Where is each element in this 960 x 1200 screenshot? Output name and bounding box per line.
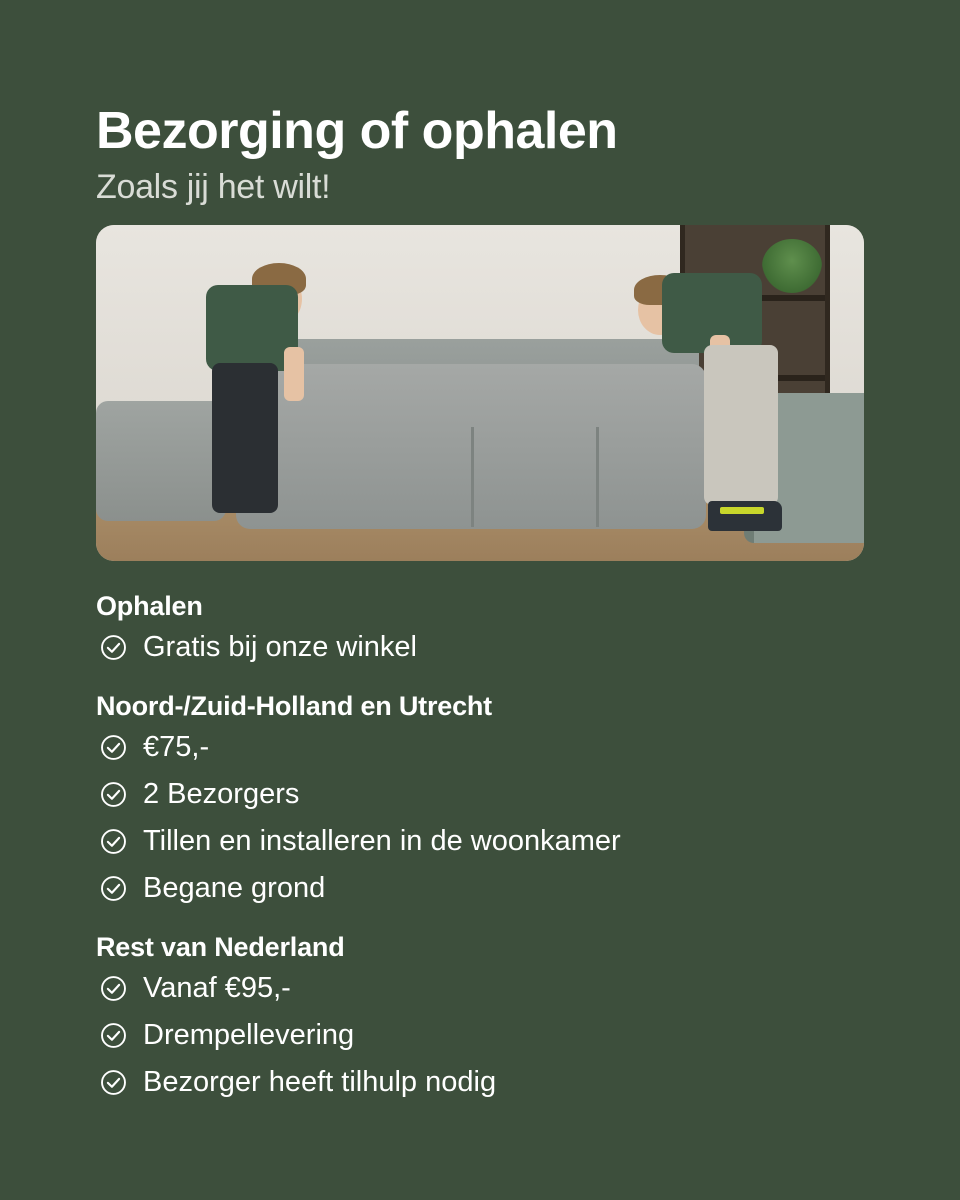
- person-left: [206, 251, 346, 531]
- list-item-label: Vanaf €95,-: [143, 972, 291, 1005]
- list-item: [96, 865, 864, 912]
- page-title: Bezorging of ophalen: [96, 102, 618, 160]
- check-circle-icon: [100, 1022, 127, 1049]
- list-item: [96, 1012, 864, 1059]
- page-subtitle: Zoals jij het wilt!: [96, 167, 331, 206]
- list-item-label: Bezorger heeft tilhulp nodig: [143, 1066, 497, 1099]
- list-item-label: 2 Bezorgers: [143, 778, 300, 811]
- list-item: [96, 771, 864, 818]
- check-circle-icon: [100, 828, 127, 855]
- list-item-label: Tillen en installeren in de woonkamer: [143, 825, 621, 858]
- section-heading-noord-zuid-holland-utrecht: Noord-/Zuid-Holland en Utrecht: [96, 691, 492, 722]
- list-item: [96, 1059, 864, 1106]
- list-item-label: Gratis bij onze winkel: [143, 631, 417, 664]
- check-circle-icon: [100, 781, 127, 808]
- check-circle-icon: [100, 975, 127, 1002]
- list-item: [96, 965, 864, 1012]
- list-item: [96, 624, 864, 671]
- section-heading-rest-van-nederland: Rest van Nederland: [96, 932, 345, 963]
- list-item-label: Begane grond: [143, 872, 326, 905]
- list-item-label: €75,-: [143, 731, 210, 764]
- list-item: [96, 724, 864, 771]
- delivery-options-list: [96, 561, 864, 1106]
- list-item: [96, 818, 864, 865]
- section-heading-ophalen: Ophalen: [96, 591, 203, 622]
- delivery-photo: [96, 225, 864, 561]
- person-right: [616, 249, 786, 549]
- check-circle-icon: [100, 634, 127, 661]
- check-circle-icon: [100, 1069, 127, 1096]
- check-circle-icon: [100, 875, 127, 902]
- list-item-label: Drempellevering: [143, 1019, 355, 1052]
- check-circle-icon: [100, 734, 127, 761]
